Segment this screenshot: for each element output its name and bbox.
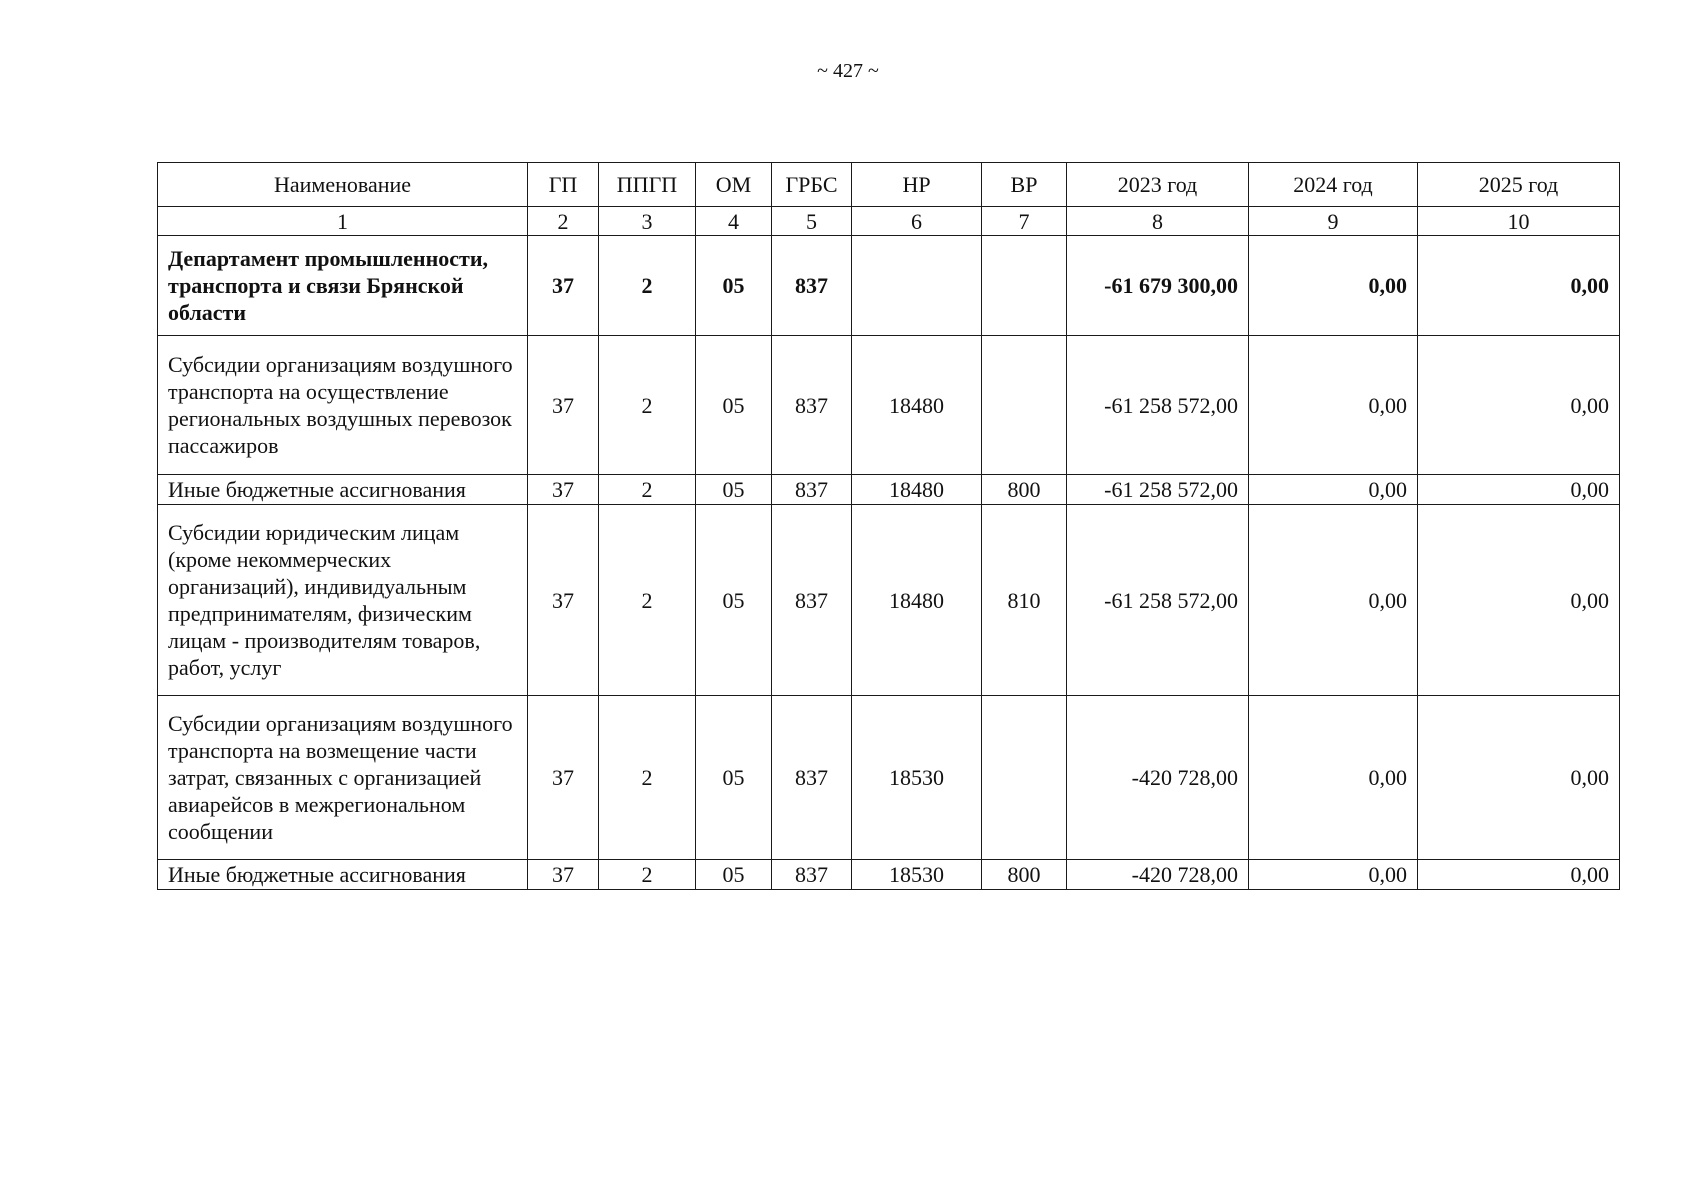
cell-2024: 0,00: [1249, 236, 1418, 336]
cell-om: 05: [696, 505, 772, 696]
cell-2025: 0,00: [1418, 860, 1620, 890]
column-number: 9: [1249, 207, 1418, 236]
header-2025: 2025 год: [1418, 163, 1620, 207]
table-row: [158, 475, 1620, 505]
cell-gp: 37: [528, 475, 599, 505]
cell-2024: 0,00: [1249, 475, 1418, 505]
cell-ppgp: 2: [599, 860, 696, 890]
column-number: 3: [599, 207, 696, 236]
cell-2023: -420 728,00: [1067, 696, 1249, 860]
cell-vr: 800: [982, 475, 1067, 505]
cell-nr: 18480: [852, 475, 982, 505]
page-number: ~ 427 ~: [817, 60, 879, 82]
cell-gp: 37: [528, 336, 599, 475]
cell-nr: 18480: [852, 336, 982, 475]
header-om: ОМ: [696, 163, 772, 207]
cell-2023: -420 728,00: [1067, 860, 1249, 890]
header-nr: НР: [852, 163, 982, 207]
header-gp: ГП: [528, 163, 599, 207]
cell-2023: -61 258 572,00: [1067, 505, 1249, 696]
cell-gp: 37: [528, 696, 599, 860]
table-row: [158, 336, 1620, 475]
cell-grbs: 837: [772, 475, 852, 505]
table-row: [158, 505, 1620, 696]
column-number: 8: [1067, 207, 1249, 236]
cell-2023: -61 679 300,00: [1067, 236, 1249, 336]
column-number: 10: [1418, 207, 1620, 236]
cell-2023: -61 258 572,00: [1067, 336, 1249, 475]
cell-vr: [982, 696, 1067, 860]
cell-gp: 37: [528, 236, 599, 336]
cell-grbs: 837: [772, 236, 852, 336]
cell-ppgp: 2: [599, 475, 696, 505]
cell-om: 05: [696, 860, 772, 890]
cell-vr: 810: [982, 505, 1067, 696]
cell-om: 05: [696, 336, 772, 475]
cell-nr: 18480: [852, 505, 982, 696]
row-name: Субсидии организациям воздушного транспорта на возмещение части затрат, связанных с организацией авиарейсов в межрегиональном сообщении: [158, 696, 528, 860]
column-number: 7: [982, 207, 1067, 236]
cell-ppgp: 2: [599, 696, 696, 860]
header-row: [158, 163, 1620, 207]
column-number: 1: [158, 207, 528, 236]
cell-gp: 37: [528, 505, 599, 696]
cell-grbs: 837: [772, 696, 852, 860]
header-2024: 2024 год: [1249, 163, 1418, 207]
header-2023: 2023 год: [1067, 163, 1249, 207]
cell-vr: [982, 236, 1067, 336]
cell-om: 05: [696, 475, 772, 505]
header-vr: ВР: [982, 163, 1067, 207]
cell-2025: 0,00: [1418, 336, 1620, 475]
row-name: Субсидии организациям воздушного транспорта на осуществление региональных воздушных перевозок пассажиров: [158, 336, 528, 475]
cell-2025: 0,00: [1418, 505, 1620, 696]
table-row: [158, 696, 1620, 860]
cell-grbs: 837: [772, 860, 852, 890]
cell-nr: 18530: [852, 696, 982, 860]
cell-vr: 800: [982, 860, 1067, 890]
cell-nr: [852, 236, 982, 336]
row-name: Субсидии юридическим лицам (кроме некоммерческих организаций), индивидуальным предпринимателям, физическим лицам - производителям товаров, работ, услуг: [158, 505, 528, 696]
cell-2024: 0,00: [1249, 696, 1418, 860]
cell-ppgp: 2: [599, 236, 696, 336]
row-name: Иные бюджетные ассигнования: [158, 860, 528, 890]
budget-table: [157, 162, 1620, 890]
cell-2025: 0,00: [1418, 236, 1620, 336]
column-number: 6: [852, 207, 982, 236]
table-row: [158, 860, 1620, 890]
column-number: 5: [772, 207, 852, 236]
table-row-department: [158, 236, 1620, 336]
header-name: Наименование: [158, 163, 528, 207]
column-number: 2: [528, 207, 599, 236]
cell-2025: 0,00: [1418, 475, 1620, 505]
cell-ppgp: 2: [599, 505, 696, 696]
header-ppgp: ППГП: [599, 163, 696, 207]
row-name: Иные бюджетные ассигнования: [158, 475, 528, 505]
row-name: Департамент промышленности, транспорта и связи Брянской области: [158, 236, 528, 336]
cell-grbs: 837: [772, 336, 852, 475]
column-number-row: [158, 207, 1620, 236]
header-grbs: ГРБС: [772, 163, 852, 207]
cell-2025: 0,00: [1418, 696, 1620, 860]
cell-om: 05: [696, 696, 772, 860]
cell-vr: [982, 336, 1067, 475]
cell-om: 05: [696, 236, 772, 336]
cell-2023: -61 258 572,00: [1067, 475, 1249, 505]
cell-2024: 0,00: [1249, 505, 1418, 696]
cell-ppgp: 2: [599, 336, 696, 475]
cell-grbs: 837: [772, 505, 852, 696]
cell-nr: 18530: [852, 860, 982, 890]
column-number: 4: [696, 207, 772, 236]
cell-gp: 37: [528, 860, 599, 890]
cell-2024: 0,00: [1249, 860, 1418, 890]
cell-2024: 0,00: [1249, 336, 1418, 475]
